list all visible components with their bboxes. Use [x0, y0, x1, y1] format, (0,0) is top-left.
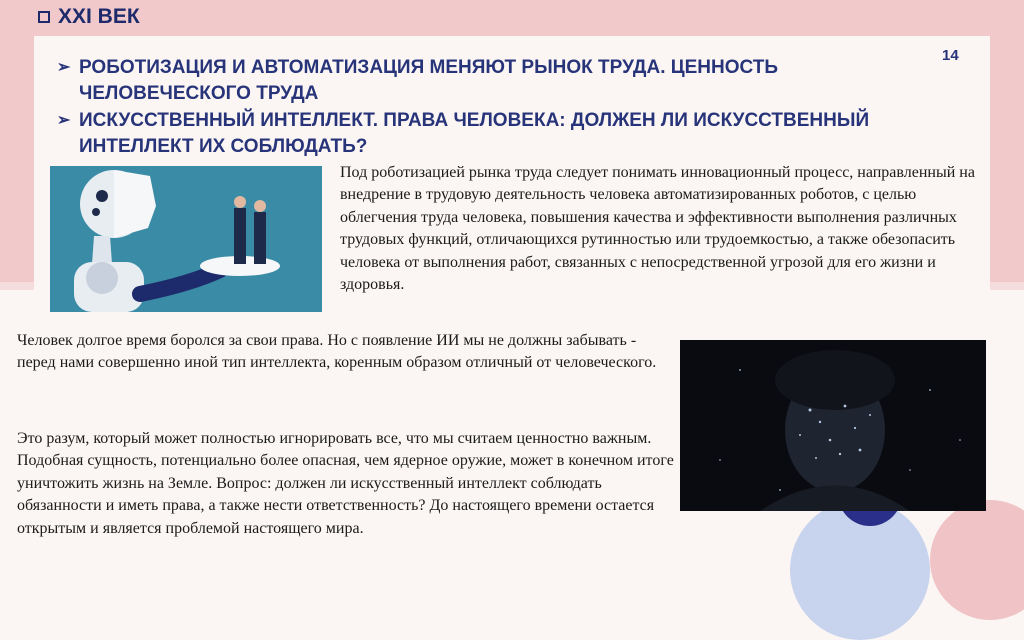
- bullet-text: ИСКУССТВЕННЫЙ ИНТЕЛЛЕКТ. ПРАВА ЧЕЛОВЕКА: ДОЛЖЕН ЛИ ИСКУССТВЕННЫЙ ИНТЕЛЛЕКТ ИХ СОБЛЮДАТЬ?: [79, 110, 870, 157]
- section-title: [38, 5, 140, 29]
- paragraph-robotization: Под роботизацией рынка труда следует понимать инновационный процесс, направленный на внедрение в трудовую деятельность человека автоматизированных роботов, с целью облегчения труда человека, повышения качества и эффективности выполнения различных трудовых функций, отличающихся рутинностью или трудоемкостью, а также обезопасить человека от выполнения работ, связанных с непосредственной угрозой для его жизни и здоровья.: [340, 164, 975, 294]
- top-pink-band: [0, 0, 1024, 36]
- paragraph-ai-danger: Это разум, который может полностью игнорировать все, что мы считаем ценностно важным. Подобная сущность, потенциально более опасная, чем ядерное оружие, может в конечном итоге уничтожить жизнь на Земле. Вопрос: должен ли искусственный интеллект соблюдать обязанности и иметь права, а также нести ответственность? До настоящего времени остается открытым и является проблемой настоящего мира.: [17, 430, 674, 537]
- ai-face-image: [680, 340, 986, 511]
- checkbox-bullet-icon: [38, 11, 50, 23]
- arrow-bullet-icon: ➢: [57, 59, 71, 76]
- bullet-text: РОБОТИЗАЦИЯ И АВТОМАТИЗАЦИЯ МЕНЯЮТ РЫНОК ТРУДА. ЦЕННОСТЬ ЧЕЛОВЕЧЕСКОГО ТРУДА: [79, 57, 779, 104]
- right-pink-band: [990, 36, 1024, 282]
- section-title-text: XXI ВЕК: [58, 5, 140, 28]
- page-number: 14: [942, 47, 959, 64]
- bullet-item: [57, 55, 857, 107]
- robot-hand-illustration: [50, 166, 322, 312]
- bullet-item: [57, 108, 877, 160]
- decor-circle-pink: [930, 500, 1024, 620]
- arrow-bullet-icon: ➢: [57, 112, 71, 129]
- left-pink-band: [0, 36, 34, 282]
- paragraph-human-rights: Человек долгое время боролся за свои права. Но с появление ИИ мы не должны забывать - перед нами совершенно иной тип интеллекта, коренным образом отличный от человеческого.: [17, 332, 657, 372]
